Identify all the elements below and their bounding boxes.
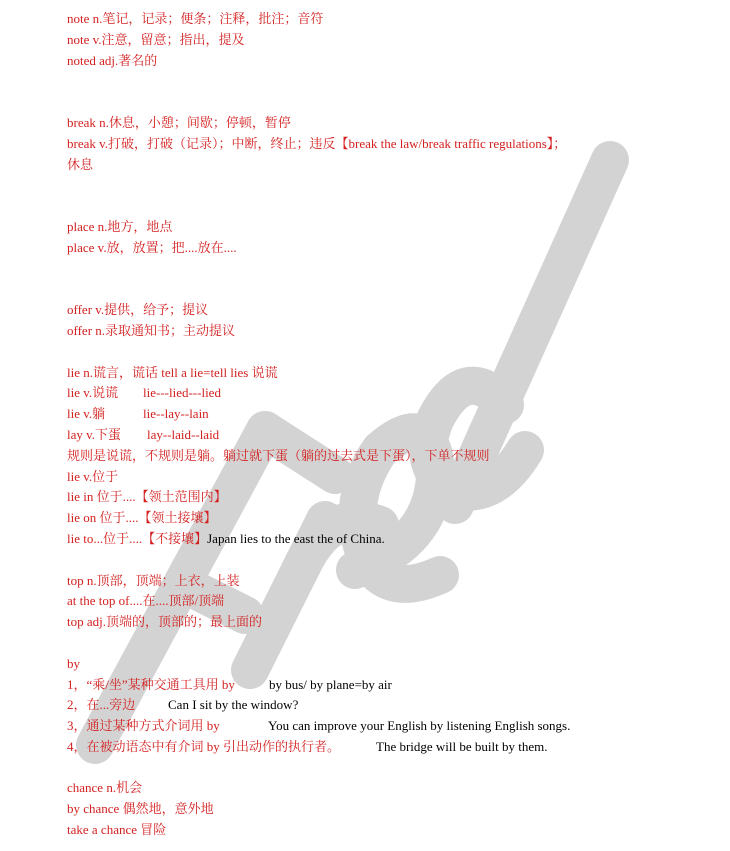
by-line-1-rule: 1，“乘/坐”某种交通工具用 by (67, 676, 235, 692)
place-line-2: place v.放，放置；把....放在.... (67, 239, 237, 255)
chance-line-2: by chance 偶然地，意外地 (67, 801, 214, 817)
by-line-3-rule: 3，通过某种方式介词用 by (67, 718, 220, 734)
spacer (67, 71, 687, 113)
by-line-4-rule: 4，在被动语态中有介词 by 引出动作的执行者。 (67, 738, 341, 754)
top-line-1: top n.顶部，顶端；上衣，上装 (67, 572, 240, 588)
note-line-1: note n.笔记，记录；便条；注释，批注；音符 (67, 11, 324, 26)
spacer (67, 550, 687, 571)
lie-line-6: lie v.位于 (67, 468, 119, 484)
by-line-2 (67, 695, 687, 716)
break-line-2: break v.打破，打破（记录）；中断，终止；违反【break the law/break traffic regulations】； (67, 135, 567, 151)
break-line-1: break n.休息，小憩；间歇；停顿，暂停 (67, 114, 291, 130)
lie-line-2-term: lie v.说谎 (67, 385, 119, 401)
chance-line-3: take a chance 冒险 (67, 822, 167, 838)
lie-line-9-term: lie to...位于....【不接壤】 (67, 530, 208, 546)
lie-line-9-example: Japan lies to the east the of China. (207, 530, 385, 546)
lay-line-4 (67, 425, 687, 446)
note-line-3: noted adj.著名的 (67, 52, 158, 68)
by-line-2-example: Can I sit by the window? (168, 697, 299, 713)
lie-line-3 (67, 404, 687, 425)
by-line-3 (67, 716, 687, 737)
lie-line-2 (67, 383, 687, 404)
break-line-3: 休息 (67, 156, 94, 172)
lie-line-7: lie in 位于....【领土范围内】 (67, 489, 227, 505)
lie-line-8: lie on 位于....【领土接壤】 (67, 510, 217, 526)
spacer (67, 259, 687, 301)
offer-line-2: offer n.录取通知书；主动提议 (67, 322, 236, 338)
spacer (67, 758, 687, 779)
spacer (67, 342, 687, 363)
spacer (67, 633, 687, 654)
by-line-4-example: The bridge will be built by them. (376, 738, 548, 754)
by-line-1-example: by bus/ by plane=by air (269, 676, 392, 692)
top-line-3: top adj.顶端的，顶部的；最上面的 (67, 614, 262, 630)
lie-line-3-forms: lie--lay--lain (143, 406, 209, 422)
top-line-2: at the top of....在....顶部/顶端 (67, 593, 225, 609)
by-line-3-example: You can improve your English by listening English songs. (268, 718, 571, 734)
lay-line-4-term: lay v.下蛋 (67, 426, 122, 442)
lie-line-5: 规则是说谎，不规则是躺。躺过就下蛋（躺的过去式是下蛋），下单不规则 (67, 447, 490, 463)
by-line-2-rule: 2，在...旁边 (67, 697, 136, 713)
lie-line-1: lie n.谎言，谎话 tell a lie=tell lies 说谎 (67, 364, 278, 380)
offer-line-1: offer v.提供，给予；提议 (67, 302, 209, 318)
by-line-4 (67, 737, 687, 758)
chance-line-1: chance n.机会 (67, 780, 143, 796)
by-heading: by (67, 655, 80, 671)
by-line-1 (67, 675, 687, 696)
vocabulary-notes (67, 9, 687, 841)
lie-line-9 (67, 529, 687, 550)
lie-line-2-forms: lie---lied---lied (143, 385, 221, 401)
note-line-2: note v.注意，留意；指出，提及 (67, 31, 245, 47)
lie-line-3-term: lie v.躺 (67, 406, 106, 422)
place-line-1: place n.地方，地点 (67, 218, 173, 234)
spacer (67, 175, 687, 217)
lay-line-4-forms: lay--laid--laid (147, 426, 220, 442)
